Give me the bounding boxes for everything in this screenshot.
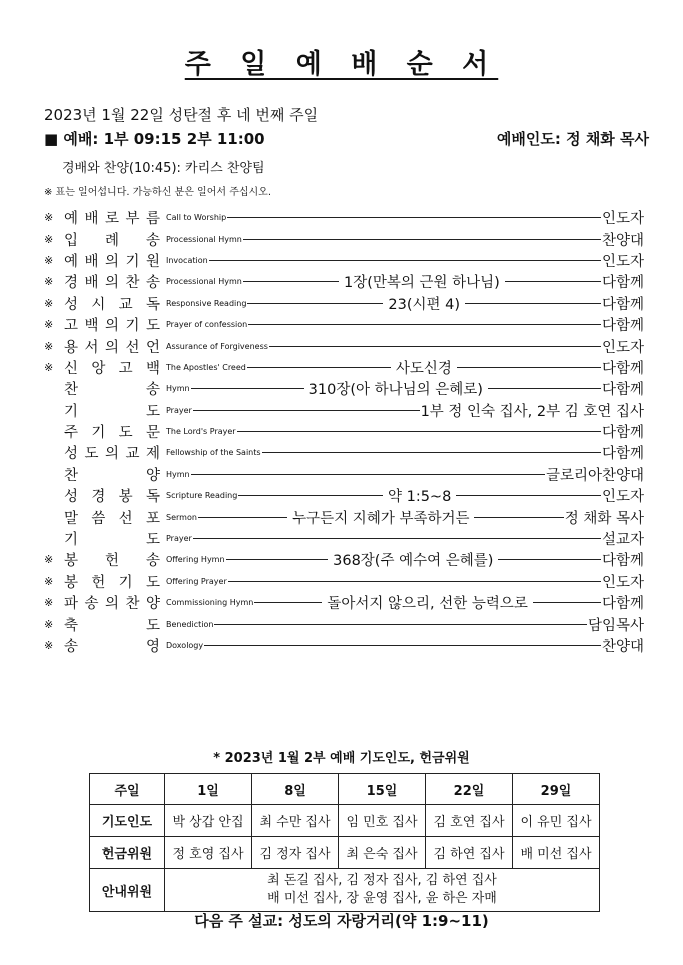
order-item-leader: 다함께	[601, 596, 644, 613]
order-item-leader: 정 채화 목사	[564, 510, 645, 527]
schedule-header: 29일	[513, 774, 600, 805]
order-item-english: Offering Prayer	[166, 576, 227, 586]
ushers-line: 배 미선 집사, 장 윤영 집사, 윤 하은 자매	[267, 891, 497, 906]
order-item-english: The Apostles' Creed	[166, 362, 246, 372]
row-label: 헌금위원	[90, 837, 165, 869]
order-item	[44, 250, 644, 271]
standing-mark: ※	[44, 574, 54, 588]
ushers-cell	[165, 869, 600, 912]
order-item-name: 성 도 의 교 제	[64, 446, 160, 463]
order-item-name: 용 서 의 선 언	[64, 339, 160, 356]
order-item	[44, 314, 644, 335]
praise-info: 경배와 찬양(10:45): 카리스 찬양팀	[62, 161, 265, 176]
leader-line	[237, 431, 601, 432]
leader-line	[269, 346, 601, 347]
order-item-name: 주 기 도 문	[64, 425, 160, 442]
order-item	[44, 378, 644, 399]
order-item	[44, 228, 644, 249]
order-item-leader: 인도자	[601, 489, 644, 506]
order-item-leader: 찬양대	[601, 639, 644, 655]
order-item-name: 봉 헌 송	[64, 553, 160, 570]
order-item-leader: 다함께	[601, 275, 644, 292]
order-item-name: 파 송 의 찬 양	[64, 596, 160, 613]
table-cell: 최 수만 집사	[252, 805, 339, 837]
leader-line	[247, 367, 391, 368]
standing-mark: ※	[44, 596, 54, 610]
ushers-line: 최 돈길 집사, 김 정자 집사, 김 하연 집사	[267, 873, 497, 888]
standing-mark: ※	[44, 253, 54, 267]
order-item	[44, 357, 644, 378]
leader-line	[198, 517, 287, 518]
row-label: 안내위원	[90, 869, 165, 912]
order-item-english: Responsive Reading	[166, 298, 247, 308]
schedule-header: 1일	[165, 774, 252, 805]
schedule-header: 15일	[339, 774, 426, 805]
leader-line	[533, 602, 601, 603]
leader-line	[247, 303, 383, 304]
order-item-name: 성 경 봉 독	[64, 489, 160, 506]
order-item-detail: 23(시편 4)	[388, 296, 460, 313]
standing-note: ※ 표는 일어섭니다. 가능하신 분은 일어서 주십시오.	[44, 187, 272, 198]
leader-line	[254, 602, 322, 603]
order-item	[44, 421, 644, 442]
leader-line	[248, 324, 601, 325]
order-item-name: 찬 양	[64, 467, 160, 484]
order-item-detail: 310장(아 하나님의 은혜로)	[308, 382, 483, 399]
order-item-english: Doxology	[166, 641, 204, 650]
order-item-english: Processional Hymn	[166, 234, 242, 244]
order-item-english: Assurance of Forgiveness	[166, 341, 268, 351]
standing-mark: ※	[44, 211, 54, 225]
order-item-leader: 다함께	[601, 425, 644, 442]
order-item-leader: 담임목사	[587, 617, 644, 634]
leader-line	[243, 239, 601, 240]
order-item-name: 고 백 의 기 도	[64, 318, 160, 335]
table-cell: 이 유민 집사	[513, 805, 600, 837]
order-item	[44, 335, 644, 356]
leader-line	[204, 645, 601, 646]
order-item-leader: 글로리아찬양대	[545, 467, 644, 484]
row-label: 기도인도	[90, 805, 165, 837]
order-item	[44, 613, 644, 634]
date-line: 2023년 1월 22일 성탄절 후 네 번째 주일	[44, 106, 319, 124]
order-item	[44, 464, 644, 485]
order-item	[44, 571, 644, 592]
schedule-header: 주일	[90, 774, 165, 805]
order-item-leader: 다함께	[601, 318, 644, 335]
order-item-name: 봉 헌 기 도	[64, 574, 160, 591]
order-item-english: Invocation	[166, 255, 208, 265]
order-item	[44, 293, 644, 314]
order-item-name: 기 도	[64, 532, 160, 549]
leader-line	[226, 559, 329, 560]
leader-line	[228, 581, 601, 582]
leader-line	[193, 538, 601, 539]
order-item-name: 축 도	[64, 617, 160, 634]
order-item	[44, 549, 644, 570]
leader-line	[243, 281, 339, 282]
leader-line	[227, 217, 601, 218]
order-item-english: Prayer of confession	[166, 320, 248, 330]
standing-mark: ※	[44, 318, 54, 332]
order-item	[44, 592, 644, 613]
service-times: ■ 예배: 1부 09:15 2부 11:00	[44, 130, 265, 148]
standing-mark: ※	[44, 339, 54, 353]
standing-mark: ※	[44, 232, 54, 246]
order-item-leader: 인도자	[601, 253, 644, 270]
order-item-english: Benediction	[166, 619, 214, 629]
order-item-name: 입 례 송	[64, 232, 160, 249]
leader-line	[191, 388, 304, 389]
order-item-leader: 다함께	[601, 553, 644, 570]
worship-leader: 예배인도: 정 채화 목사	[496, 130, 649, 148]
order-item	[44, 207, 644, 228]
order-item	[44, 400, 644, 421]
leader-line	[474, 517, 563, 518]
table-cell: 최 은숙 집사	[339, 837, 426, 869]
standing-mark: ※	[44, 617, 54, 631]
order-item-detail: 368장(주 예수여 은혜를)	[333, 553, 494, 570]
leader-line	[238, 495, 383, 496]
table-cell: 김 하연 집사	[426, 837, 513, 869]
schedule-title: * 2023년 1월 2부 예배 기도인도, 헌금위원	[213, 751, 470, 766]
order-item-name: 말 씀 선 포	[64, 510, 160, 527]
leader-line	[465, 303, 601, 304]
leader-line	[209, 260, 601, 261]
standing-mark: ※	[44, 275, 54, 289]
order-item-detail: 누구든지 지혜가 부족하거든	[292, 510, 470, 527]
leader-line	[193, 410, 420, 411]
order-item-leader: 다함께	[601, 360, 645, 377]
leader-line	[456, 495, 601, 496]
order-item-leader: 다함께	[601, 446, 644, 463]
table-cell: 김 정자 집사	[252, 837, 339, 869]
schedule-header: 22일	[426, 774, 513, 805]
order-item-detail: 돌아서지 않으리, 선한 능력으로	[327, 596, 528, 613]
order-item-name: 예 배 로 부 름	[64, 211, 160, 228]
order-item-english: Fellowship of the Saints	[166, 448, 261, 458]
schedule-header-row	[90, 774, 600, 805]
order-item	[44, 485, 644, 506]
offering-row	[90, 837, 600, 869]
order-item-name: 신 앙 고 백	[64, 360, 160, 377]
order-item-detail: 사도신경	[395, 360, 452, 377]
order-item-leader: 설교자	[601, 532, 644, 549]
order-item-english: Scripture Reading	[166, 491, 238, 501]
order-item-name: 경 배 의 찬 송	[64, 275, 160, 292]
table-cell: 임 민호 집사	[339, 805, 426, 837]
leader-line	[505, 281, 601, 282]
schedule-table	[89, 773, 600, 912]
order-item-leader: 1부 정 인숙 집사, 2부 김 호연 집사	[420, 403, 644, 420]
order-item	[44, 528, 644, 549]
standing-mark: ※	[44, 360, 54, 374]
order-item-leader: 인도자	[601, 211, 644, 228]
table-cell: 정 호영 집사	[165, 837, 252, 869]
standing-mark: ※	[44, 296, 54, 310]
order-item-english: Call to Worship	[166, 213, 227, 223]
order-of-worship	[44, 207, 644, 656]
order-item-name: 송 영	[64, 639, 160, 655]
standing-mark: ※	[44, 553, 54, 567]
standing-mark: ※	[44, 639, 54, 652]
order-item	[44, 271, 644, 292]
order-item-english: Sermon	[166, 512, 197, 522]
order-item-english: The Lord's Prayer	[166, 427, 236, 437]
table-cell: 김 호연 집사	[426, 805, 513, 837]
ushers-row	[90, 869, 600, 912]
prayer-leaders-row	[90, 805, 600, 837]
table-cell: 배 미선 집사	[513, 837, 600, 869]
order-item-leader: 인도자	[601, 574, 644, 591]
order-item-detail: 1장(만복의 근원 하나님)	[343, 275, 500, 292]
leader-line	[262, 452, 601, 453]
next-sermon: 다음 주 설교: 성도의 자랑거리(약 1:9~11)	[194, 912, 489, 930]
order-item-leader: 인도자	[601, 339, 644, 356]
order-item-name: 성 시 교 독	[64, 296, 160, 313]
order-item-detail: 약 1:5~8	[387, 489, 452, 506]
order-item-english: Processional Hymn	[166, 277, 242, 287]
order-item-english: Prayer	[166, 405, 192, 415]
order-item	[44, 442, 644, 463]
order-item-english: Hymn	[166, 384, 190, 394]
order-item-name: 예 배 의 기 원	[64, 253, 160, 270]
leader-line	[457, 367, 601, 368]
order-item-english: Prayer	[166, 534, 192, 544]
schedule-header: 8일	[252, 774, 339, 805]
order-item-english: Commissioning Hymn	[166, 598, 254, 608]
leader-line	[498, 559, 601, 560]
order-item	[44, 635, 644, 656]
order-item-leader: 다함께	[601, 382, 644, 399]
order-item	[44, 506, 644, 527]
table-cell: 박 상갑 안집	[165, 805, 252, 837]
leader-line	[214, 624, 587, 625]
leader-line	[191, 474, 545, 475]
order-item-english: Hymn	[166, 469, 190, 479]
order-item-leader: 찬양대	[601, 232, 644, 249]
page-title: 주 일 예 배 순 서	[184, 49, 499, 80]
leader-line	[488, 388, 601, 389]
order-item-english: Offering Hymn	[166, 555, 225, 565]
order-item-name: 찬 송	[64, 382, 160, 399]
order-item-name: 기 도	[64, 403, 160, 420]
order-item-leader: 다함께	[601, 296, 644, 313]
